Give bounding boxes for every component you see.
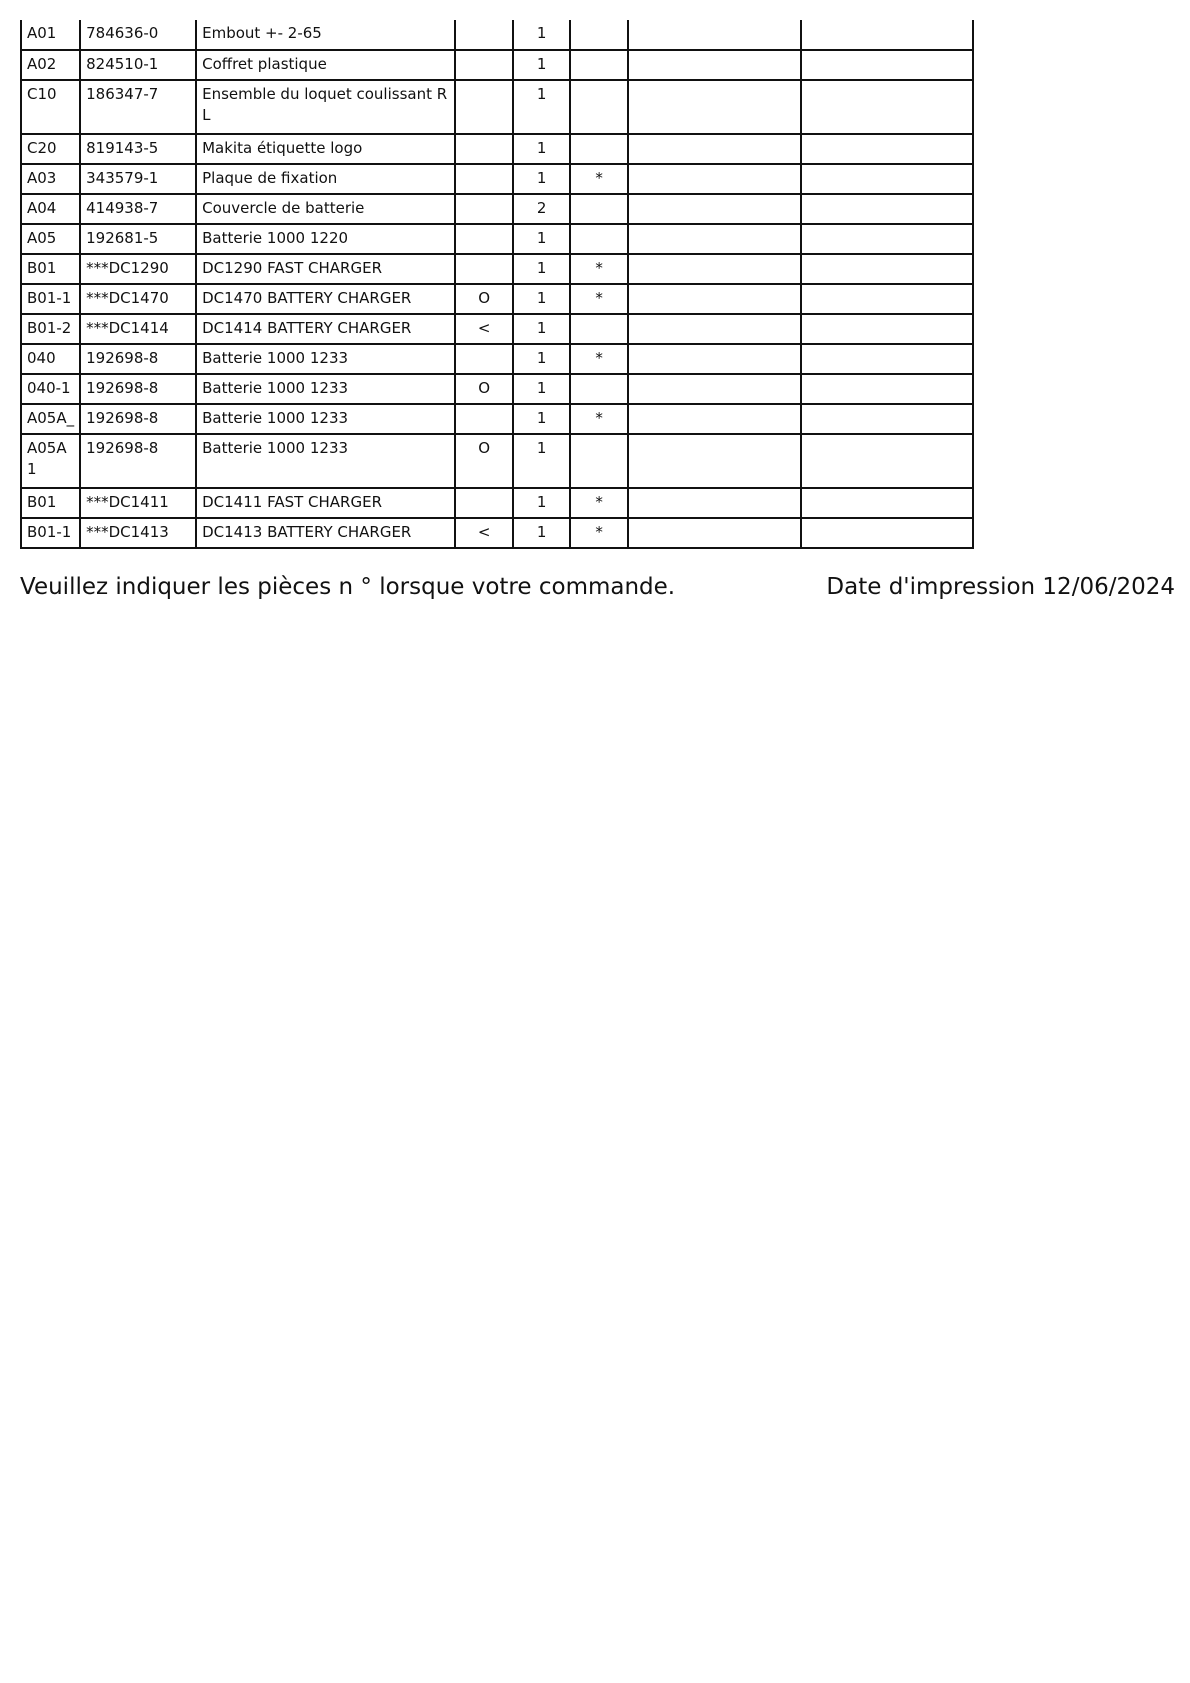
empty-cell	[628, 254, 801, 284]
part-number-cell: 192698-8	[80, 374, 196, 404]
star-cell: *	[570, 518, 628, 548]
mark-cell	[455, 344, 513, 374]
item-cell: B01	[21, 488, 80, 518]
mark-cell	[455, 254, 513, 284]
empty-cell	[628, 164, 801, 194]
empty-cell	[801, 434, 973, 488]
parts-table	[20, 20, 974, 549]
table-row	[21, 488, 973, 518]
quantity-cell: 1	[513, 254, 570, 284]
empty-cell	[628, 80, 801, 134]
star-cell	[570, 314, 628, 344]
part-number-cell: 343579-1	[80, 164, 196, 194]
item-cell: A01	[21, 20, 80, 50]
empty-cell	[801, 284, 973, 314]
mark-cell: <	[455, 518, 513, 548]
part-number-cell: ***DC1411	[80, 488, 196, 518]
quantity-cell: 1	[513, 404, 570, 434]
mark-cell: O	[455, 284, 513, 314]
description-cell: Plaque de fixation	[196, 164, 455, 194]
quantity-cell: 1	[513, 50, 570, 80]
mark-cell	[455, 80, 513, 134]
item-cell: B01	[21, 254, 80, 284]
table-row	[21, 284, 973, 314]
mark-cell: <	[455, 314, 513, 344]
table-row	[21, 164, 973, 194]
empty-cell	[801, 50, 973, 80]
empty-cell	[628, 434, 801, 488]
item-cell: A05A 1	[21, 434, 80, 488]
item-cell: B01-1	[21, 518, 80, 548]
empty-cell	[628, 134, 801, 164]
star-cell: *	[570, 404, 628, 434]
empty-cell	[801, 374, 973, 404]
mark-cell: O	[455, 434, 513, 488]
empty-cell	[801, 134, 973, 164]
mark-cell: O	[455, 374, 513, 404]
table-row	[21, 518, 973, 548]
mark-cell	[455, 164, 513, 194]
table-row	[21, 434, 973, 488]
star-cell	[570, 80, 628, 134]
mark-cell	[455, 20, 513, 50]
item-cell: 040	[21, 344, 80, 374]
quantity-cell: 1	[513, 488, 570, 518]
empty-cell	[628, 284, 801, 314]
table-row	[21, 194, 973, 224]
table-row	[21, 80, 973, 134]
star-cell	[570, 194, 628, 224]
part-number-cell: ***DC1290	[80, 254, 196, 284]
table-row	[21, 20, 973, 50]
description-cell: Couvercle de batterie	[196, 194, 455, 224]
empty-cell	[801, 224, 973, 254]
empty-cell	[801, 404, 973, 434]
description-cell: DC1470 BATTERY CHARGER	[196, 284, 455, 314]
print-date: Date d'impression 12/06/2024	[826, 574, 1175, 600]
star-cell	[570, 374, 628, 404]
empty-cell	[628, 194, 801, 224]
empty-cell	[628, 518, 801, 548]
quantity-cell: 1	[513, 434, 570, 488]
quantity-cell: 1	[513, 164, 570, 194]
mark-cell	[455, 50, 513, 80]
table-row	[21, 344, 973, 374]
table-row	[21, 224, 973, 254]
empty-cell	[801, 254, 973, 284]
description-cell: Embout +- 2-65	[196, 20, 455, 50]
empty-cell	[801, 488, 973, 518]
part-number-cell: 819143-5	[80, 134, 196, 164]
star-cell: *	[570, 284, 628, 314]
description-cell: Makita étiquette logo	[196, 134, 455, 164]
empty-cell	[801, 344, 973, 374]
empty-cell	[628, 374, 801, 404]
empty-cell	[628, 314, 801, 344]
description-cell: DC1411 FAST CHARGER	[196, 488, 455, 518]
star-cell	[570, 20, 628, 50]
table-row	[21, 404, 973, 434]
part-number-cell: 824510-1	[80, 50, 196, 80]
item-cell: A03	[21, 164, 80, 194]
empty-cell	[628, 20, 801, 50]
part-number-cell: 192698-8	[80, 404, 196, 434]
quantity-cell: 1	[513, 314, 570, 344]
item-cell: B01-1	[21, 284, 80, 314]
empty-cell	[801, 164, 973, 194]
quantity-cell: 1	[513, 284, 570, 314]
quantity-cell: 1	[513, 20, 570, 50]
item-cell: 040-1	[21, 374, 80, 404]
table-row	[21, 314, 973, 344]
description-cell: DC1290 FAST CHARGER	[196, 254, 455, 284]
empty-cell	[801, 20, 973, 50]
quantity-cell: 1	[513, 518, 570, 548]
star-cell	[570, 434, 628, 488]
item-cell: A05	[21, 224, 80, 254]
empty-cell	[801, 80, 973, 134]
part-number-cell: 414938-7	[80, 194, 196, 224]
empty-cell	[801, 314, 973, 344]
star-cell	[570, 50, 628, 80]
item-cell: B01-2	[21, 314, 80, 344]
item-cell: A04	[21, 194, 80, 224]
table-row	[21, 50, 973, 80]
order-instruction-note: Veuillez indiquer les pièces n ° lorsque votre commande.	[20, 574, 676, 600]
item-cell: C20	[21, 134, 80, 164]
mark-cell	[455, 134, 513, 164]
part-number-cell: ***DC1414	[80, 314, 196, 344]
empty-cell	[628, 50, 801, 80]
part-number-cell: ***DC1413	[80, 518, 196, 548]
description-cell: Batterie 1000 1233	[196, 434, 455, 488]
table-row	[21, 134, 973, 164]
star-cell: *	[570, 488, 628, 518]
mark-cell	[455, 404, 513, 434]
part-number-cell: 192681-5	[80, 224, 196, 254]
description-cell: DC1413 BATTERY CHARGER	[196, 518, 455, 548]
quantity-cell: 1	[513, 224, 570, 254]
table-row	[21, 374, 973, 404]
empty-cell	[628, 404, 801, 434]
description-cell: DC1414 BATTERY CHARGER	[196, 314, 455, 344]
table-row	[21, 254, 973, 284]
mark-cell	[455, 224, 513, 254]
mark-cell	[455, 488, 513, 518]
description-cell: Batterie 1000 1233	[196, 404, 455, 434]
item-cell: A02	[21, 50, 80, 80]
item-cell: C10	[21, 80, 80, 134]
description-cell: Ensemble du loquet coulissant R L	[196, 80, 455, 134]
quantity-cell: 1	[513, 80, 570, 134]
description-cell: Coffret plastique	[196, 50, 455, 80]
quantity-cell: 1	[513, 374, 570, 404]
star-cell: *	[570, 164, 628, 194]
empty-cell	[801, 194, 973, 224]
star-cell: *	[570, 254, 628, 284]
mark-cell	[455, 194, 513, 224]
description-cell: Batterie 1000 1220	[196, 224, 455, 254]
quantity-cell: 1	[513, 134, 570, 164]
quantity-cell: 1	[513, 344, 570, 374]
star-cell	[570, 134, 628, 164]
empty-cell	[801, 518, 973, 548]
empty-cell	[628, 344, 801, 374]
star-cell: *	[570, 344, 628, 374]
empty-cell	[628, 488, 801, 518]
description-cell: Batterie 1000 1233	[196, 374, 455, 404]
part-number-cell: ***DC1470	[80, 284, 196, 314]
quantity-cell: 2	[513, 194, 570, 224]
part-number-cell: 186347-7	[80, 80, 196, 134]
star-cell	[570, 224, 628, 254]
part-number-cell: 192698-8	[80, 344, 196, 374]
item-cell: A05A_	[21, 404, 80, 434]
empty-cell	[628, 224, 801, 254]
part-number-cell: 784636-0	[80, 20, 196, 50]
description-cell: Batterie 1000 1233	[196, 344, 455, 374]
part-number-cell: 192698-8	[80, 434, 196, 488]
